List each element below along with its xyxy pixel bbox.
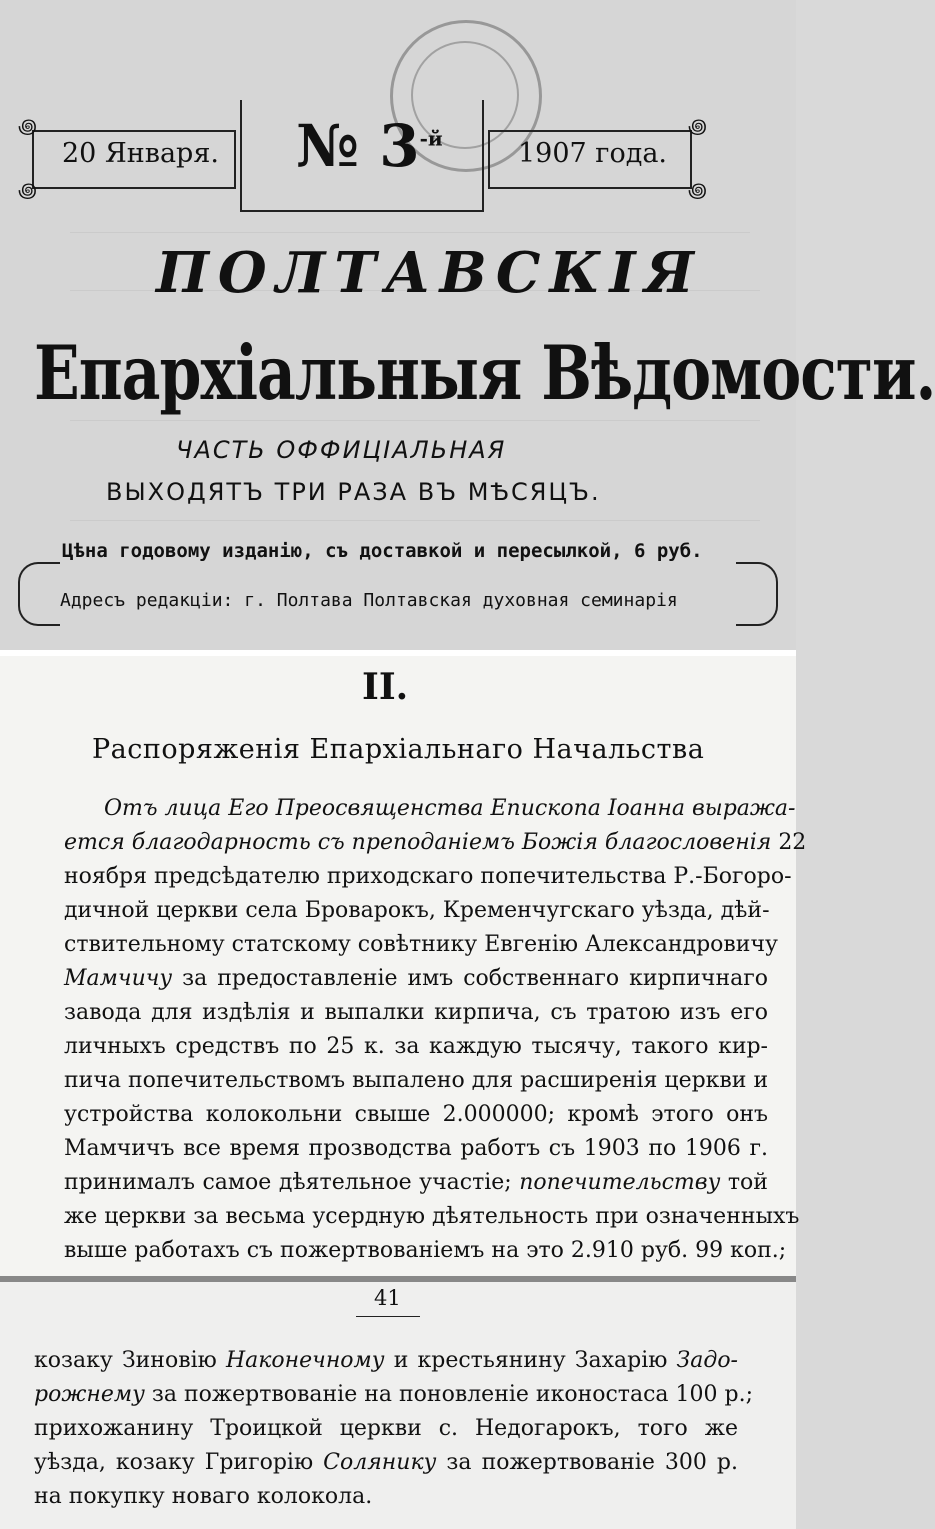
number-value: 3 <box>379 112 420 180</box>
issue-number <box>296 112 443 180</box>
subscription-price: Цѣна годовому изданію, съ доставкой и пересылкой, 6 руб. <box>62 540 703 562</box>
cont-line-3: прихожанину Троицкой церкви с. Недогарокъ, того же <box>34 1416 738 1441</box>
page-number-rule <box>356 1316 420 1317</box>
para-line-11: Мамчичъ все время прозводства работъ съ 1903 по 1906 г. <box>64 1136 768 1161</box>
para-line-5: ствительному статскому совѣтнику Евгенію Александровичу <box>64 932 778 957</box>
bracket-left <box>18 562 60 626</box>
para-line-7: завода для издѣлія и выпалки кирпича, съ тратою изъ его <box>64 1000 768 1025</box>
section-number: II. <box>362 666 409 708</box>
title-poltavskiya: ПОЛТАВСКІЯ <box>156 240 703 306</box>
page-number: 41 <box>374 1286 401 1310</box>
ornament-left-icon: ꩜ <box>18 114 37 138</box>
editorial-address: Адресъ редакціи: г. Полтава Полтавская духовная семинарія <box>60 590 678 611</box>
para-line-14: выше работахъ съ пожертвованіемъ на это 2.910 руб. 99 коп.; <box>64 1238 787 1263</box>
section-panel <box>0 656 807 1276</box>
para-line-4: дичной церкви села Броварокъ, Кременчугскаго уѣзда, дѣй- <box>64 898 770 923</box>
cont-line-4: уѣзда, козаку Григорію Солянику за пожертвованіе 300 р. <box>34 1450 738 1475</box>
ornament-bottom-left-icon: ꩜ <box>18 178 37 202</box>
title-eparkhialnyya-vedomosti: Епархіальныя Вѣдомости. <box>34 330 935 418</box>
section-heading: Распоряженія Епархіальнаго Начальства <box>92 734 705 765</box>
frequency-label: ВЫХОДЯТЪ ТРИ РАЗА ВЪ МѢСЯЦЪ. <box>106 478 601 506</box>
cont-line-1: козаку Зиновію Наконечному и крестьянину Захарію Задо- <box>34 1348 738 1373</box>
para-line-1: Отъ лица Его Преосвященства Епископа Іоанна выража- <box>104 796 796 821</box>
issue-year: 1907 года. <box>518 138 668 169</box>
para-line-10: устройства колокольни свыше 2.000000; кромѣ этого онъ <box>64 1102 768 1127</box>
number-sign: № <box>296 112 360 180</box>
cont-line-2: рожнему за пожертвованіе на поновленіе иконостаса 100 р.; <box>34 1382 753 1407</box>
bracket-right <box>736 562 778 626</box>
issue-date: 20 Января. <box>62 138 219 169</box>
number-suffix: -й <box>419 126 443 151</box>
para-line-6: Мамчичу за предоставленіе имъ собственнаго кирпичнаго <box>64 966 768 991</box>
masthead-panel <box>0 0 935 650</box>
para-line-13: же церкви за весьма усердную дѣятельность при означенныхъ <box>64 1204 800 1229</box>
para-line-9: пича попечительствомъ выпалено для расширенія церкви и <box>64 1068 769 1093</box>
ornament-bottom-right-icon: ꩜ <box>688 178 707 202</box>
para-line-2: ется благодарность съ преподаніемъ Божія благословенія 22 <box>64 830 807 855</box>
part-label: ЧАСТЬ ОФФИЦІАЛЬНАЯ <box>176 436 507 464</box>
para-line-3: ноября предсѣдателю приходскаго попечительства Р.-Богоро- <box>64 864 792 889</box>
para-line-8: личныхъ средствъ по 25 к. за каждую тысячу, такого кир- <box>64 1034 768 1059</box>
para-line-12: принималъ самое дѣятельное участіе; попечительству той <box>64 1170 768 1195</box>
continuation-panel <box>0 1282 796 1529</box>
cont-line-5: на покупку новаго колокола. <box>34 1484 373 1509</box>
ornament-right-icon: ꩜ <box>688 114 707 138</box>
